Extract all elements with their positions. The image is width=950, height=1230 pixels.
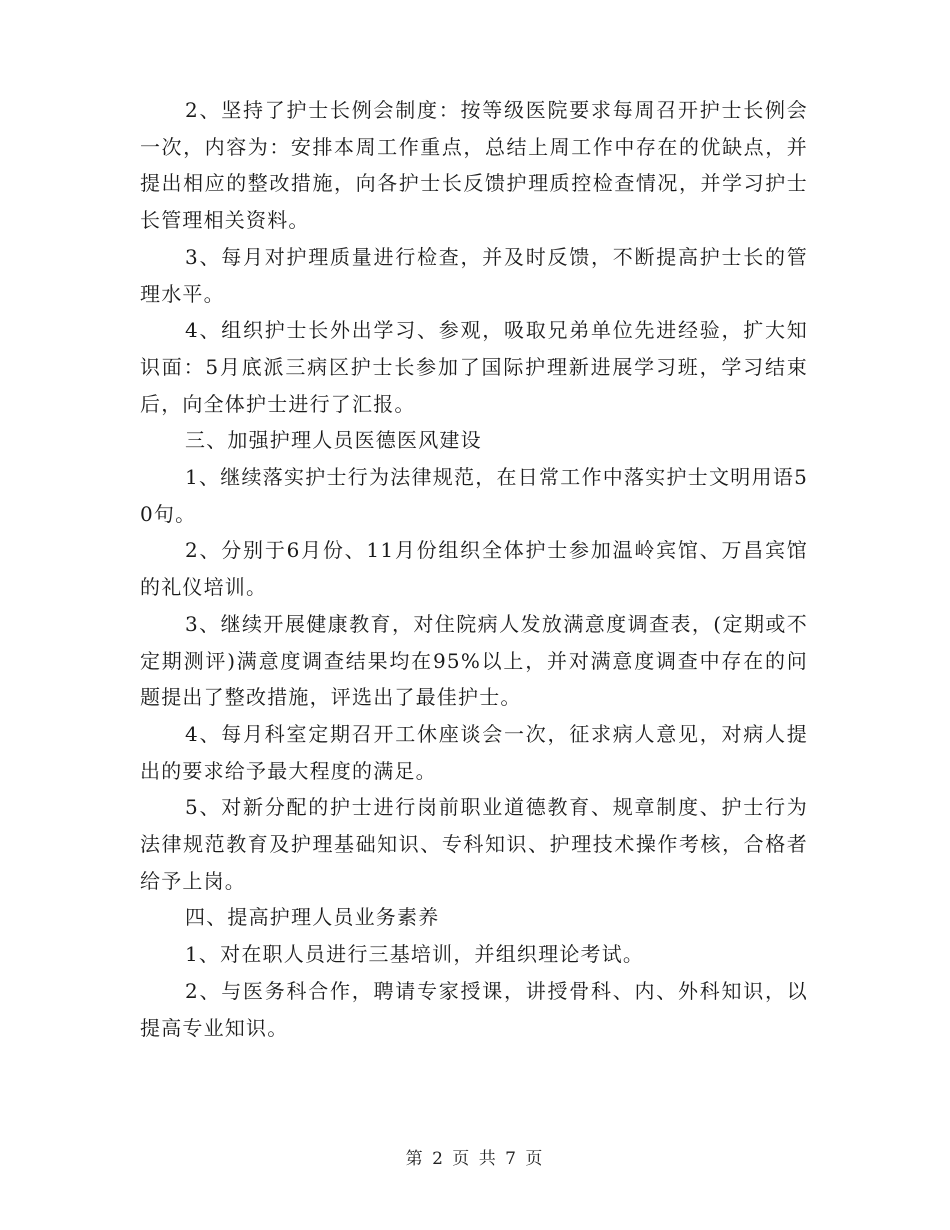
paragraph-item-4-patient-forum: 4、每月科室定期召开工休座谈会一次，征求病人意见，对病人提出的要求给予最大程度的满足。 (140, 721, 808, 783)
page-number-footer: 第 2 页 共 7 页 (405, 1149, 545, 1169)
paragraph-item-2-etiquette-training: 2、分别于6月份、11月份组织全体护士参加温岭宾馆、万昌宾馆的礼仪培训。 (140, 538, 808, 600)
paragraph-item-1-behavior-norms: 1、继续落实护士行为法律规范，在日常工作中落实护士文明用语50句。 (140, 465, 808, 526)
section-heading-3: 三、加强护理人员医德医风建设 (185, 428, 482, 453)
paragraph-item-4-study-visit: 4、组织护士长外出学习、参观，吸取兄弟单位先进经验，扩大知识面：5月底派三病区护士长参加了国际护理新进展学习班，学习结束后，向全体护士进行了汇报。 (140, 318, 808, 416)
section-heading-4: 四、提高护理人员业务素养 (185, 905, 440, 930)
paragraph-item-5-new-nurses: 5、对新分配的护士进行岗前职业道德教育、规章制度、护士行为法律规范教育及护理基础知识、专科知识、护理技术操作考核，合格者给予上岗。 (140, 795, 808, 893)
document-body (140, 92, 808, 1046)
paragraph-item-3-quality-check: 3、每月对护理质量进行检查，并及时反馈，不断提高护士长的管理水平。 (140, 244, 808, 306)
paragraph-item-3-health-education: 3、继续开展健康教育，对住院病人发放满意度调查表，(定期或不定期测评)满意度调查结果均在95%以上，并对满意度调查中存在的问题提出了整改措施，评选出了最佳护士。 (140, 611, 808, 710)
paragraph-item-2-expert-lectures: 2、与医务科合作，聘请专家授课，讲授骨科、内、外科知识，以提高专业知识。 (140, 978, 808, 1040)
paragraph-item-2-meeting: 2、坚持了护士长例会制度：按等级医院要求每周召开护士长例会一次，内容为：安排本周工作重点，总结上周工作中存在的优缺点，并提出相应的整改措施，向各护士长反馈护理质控检查情况，并学习护士长管理相关资料。 (140, 98, 808, 233)
paragraph-item-1-basic-training: 1、对在职人员进行三基培训，并组织理论考试。 (185, 942, 645, 967)
